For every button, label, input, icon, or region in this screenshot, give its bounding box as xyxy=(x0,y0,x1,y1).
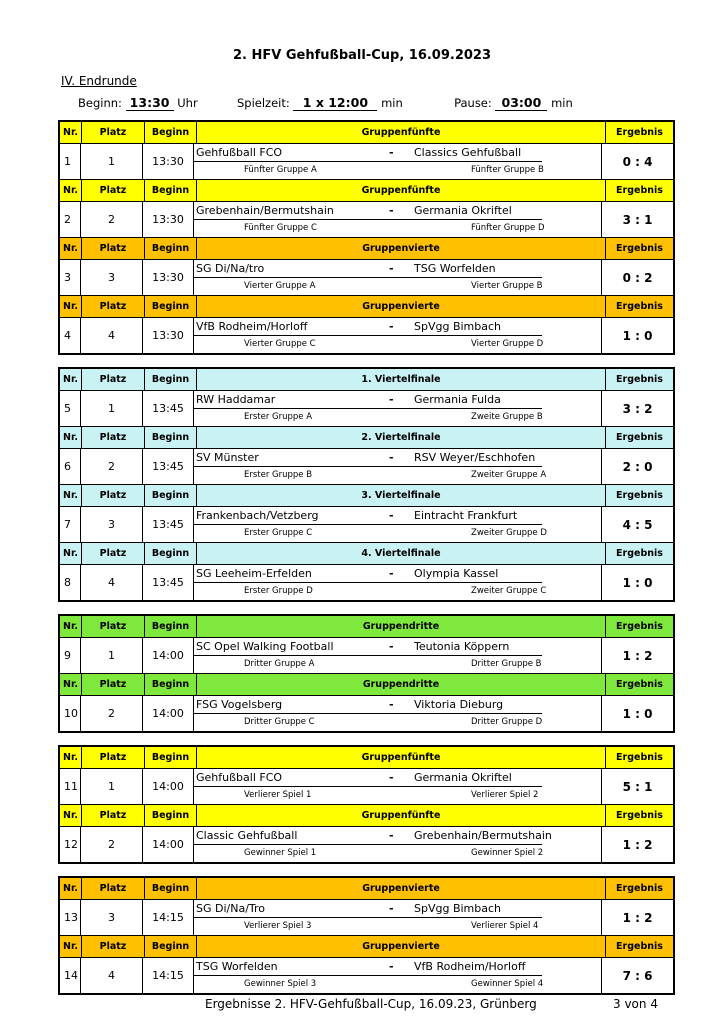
header-nr: Nr. xyxy=(60,427,82,448)
header-platz: Platz xyxy=(82,674,145,695)
match-row xyxy=(60,696,673,731)
header-ergebnis: Ergebnis xyxy=(606,427,673,448)
header-beginn: Beginn xyxy=(145,936,197,957)
header-platz: Platz xyxy=(82,485,145,506)
settings-line xyxy=(78,95,573,111)
home-qualifier: Fünfter Gruppe A xyxy=(244,165,317,175)
footer-text: Ergebnisse 2. HFV-Gehfußball-Cup, 16.09.23, Grünberg xyxy=(205,997,537,1011)
header-platz: Platz xyxy=(82,936,145,957)
away-qualifier: Vierter Gruppe D xyxy=(471,339,544,349)
match-header xyxy=(60,180,673,202)
match-result: 1 : 0 xyxy=(622,706,653,721)
match-header xyxy=(60,427,673,449)
page-title: 2. HFV Gehfußball-Cup, 16.09.2023 xyxy=(232,48,492,63)
header-beginn: Beginn xyxy=(145,369,197,390)
home-team: Classic Gehfußball xyxy=(196,829,298,842)
team-underline xyxy=(194,408,542,409)
team-underline xyxy=(194,975,542,976)
header-platz: Platz xyxy=(82,180,145,201)
versus-dash: - xyxy=(389,509,394,522)
match-row xyxy=(60,827,673,862)
match-header xyxy=(60,122,673,144)
match-result: 1 : 0 xyxy=(622,575,653,590)
match-header xyxy=(60,805,673,827)
header-round-title: 3. Viertelfinale xyxy=(197,485,606,506)
home-qualifier: Verlierer Spiel 3 xyxy=(244,921,312,931)
header-beginn: Beginn xyxy=(145,805,197,826)
away-qualifier: Verlierer Spiel 2 xyxy=(471,790,539,800)
field-number: 2 xyxy=(81,827,143,862)
versus-dash: - xyxy=(389,771,394,784)
header-platz: Platz xyxy=(82,427,145,448)
home-team: FSG Vogelsberg xyxy=(196,698,283,711)
match-number: 7 xyxy=(60,507,81,542)
field-number: 2 xyxy=(81,202,143,237)
header-nr: Nr. xyxy=(60,485,82,506)
header-ergebnis: Ergebnis xyxy=(606,180,673,201)
home-qualifier: Verlierer Spiel 1 xyxy=(244,790,312,800)
match-row xyxy=(60,638,673,674)
away-team: Germania Fulda xyxy=(414,393,501,406)
match-row xyxy=(60,958,673,993)
playtime-unit: min xyxy=(381,96,403,110)
home-qualifier: Gewinner Spiel 3 xyxy=(244,979,317,989)
match-row xyxy=(60,769,673,805)
versus-dash: - xyxy=(389,204,394,217)
page-number: 3 von 4 xyxy=(613,997,658,1011)
away-qualifier: Zweiter Gruppe C xyxy=(471,586,547,596)
header-ergebnis: Ergebnis xyxy=(606,238,673,259)
header-ergebnis: Ergebnis xyxy=(606,747,673,768)
away-qualifier: Dritter Gruppe D xyxy=(471,717,543,727)
match-result: 3 : 2 xyxy=(622,401,653,416)
match-result: 5 : 1 xyxy=(622,779,653,794)
match-result: 0 : 4 xyxy=(622,154,653,169)
field-number: 1 xyxy=(81,391,143,426)
team-underline xyxy=(194,844,542,845)
match-header xyxy=(60,296,673,318)
header-ergebnis: Ergebnis xyxy=(606,485,673,506)
header-nr: Nr. xyxy=(60,616,82,637)
home-qualifier: Erster Gruppe C xyxy=(244,528,313,538)
start-time: 13:30 xyxy=(143,260,194,295)
match-block xyxy=(58,120,675,355)
match-header xyxy=(60,936,673,958)
header-round-title: Gruppenvierte xyxy=(197,878,606,899)
home-qualifier: Fünfter Gruppe C xyxy=(244,223,317,233)
header-round-title: 1. Viertelfinale xyxy=(197,369,606,390)
home-qualifier: Vierter Gruppe A xyxy=(244,281,316,291)
match-number: 1 xyxy=(60,144,81,179)
start-time: 14:15 xyxy=(143,900,194,935)
start-time: 14:00 xyxy=(143,638,194,673)
home-qualifier: Dritter Gruppe C xyxy=(244,717,315,727)
header-nr: Nr. xyxy=(60,122,82,143)
field-number: 1 xyxy=(81,638,143,673)
match-teams xyxy=(194,449,602,484)
header-nr: Nr. xyxy=(60,238,82,259)
match-header xyxy=(60,878,673,900)
header-platz: Platz xyxy=(82,616,145,637)
versus-dash: - xyxy=(389,146,394,159)
match-number: 14 xyxy=(60,958,81,993)
header-round-title: Gruppendritte xyxy=(197,616,606,637)
header-nr: Nr. xyxy=(60,878,82,899)
away-team: Teutonia Köppern xyxy=(414,640,510,653)
header-ergebnis: Ergebnis xyxy=(606,805,673,826)
start-time: 14:00 xyxy=(143,827,194,862)
field-number: 4 xyxy=(81,318,143,353)
away-qualifier: Dritter Gruppe B xyxy=(471,659,542,669)
team-underline xyxy=(194,582,542,583)
header-beginn: Beginn xyxy=(145,543,197,564)
match-header xyxy=(60,369,673,391)
header-nr: Nr. xyxy=(60,369,82,390)
header-beginn: Beginn xyxy=(145,296,197,317)
home-team: SG Di/Na/Tro xyxy=(196,902,266,915)
team-underline xyxy=(194,161,542,162)
round-label: IV. Endrunde xyxy=(61,74,137,88)
header-platz: Platz xyxy=(82,805,145,826)
header-round-title: Gruppenfünfte xyxy=(197,180,606,201)
match-header xyxy=(60,747,673,769)
versus-dash: - xyxy=(389,320,394,333)
header-nr: Nr. xyxy=(60,936,82,957)
pause-label: Pause: xyxy=(454,96,492,110)
match-header xyxy=(60,485,673,507)
header-beginn: Beginn xyxy=(145,674,197,695)
home-team: TSG Worfelden xyxy=(196,960,278,973)
start-label: Beginn: xyxy=(78,96,122,110)
match-row xyxy=(60,144,673,180)
away-qualifier: Gewinner Spiel 4 xyxy=(471,979,544,989)
match-teams xyxy=(194,318,602,353)
home-team: VfB Rodheim/Horloff xyxy=(196,320,308,333)
home-qualifier: Erster Gruppe D xyxy=(244,586,313,596)
home-qualifier: Gewinner Spiel 1 xyxy=(244,848,317,858)
match-row xyxy=(60,391,673,427)
match-header xyxy=(60,543,673,565)
match-header xyxy=(60,616,673,638)
start-time: 13:45 xyxy=(143,565,194,600)
match-row xyxy=(60,260,673,296)
header-nr: Nr. xyxy=(60,747,82,768)
away-qualifier: Fünfter Gruppe D xyxy=(471,223,545,233)
away-qualifier: Verlierer Spiel 4 xyxy=(471,921,539,931)
match-result: 3 : 1 xyxy=(622,212,653,227)
header-beginn: Beginn xyxy=(145,878,197,899)
away-qualifier: Gewinner Spiel 2 xyxy=(471,848,544,858)
match-number: 10 xyxy=(60,696,81,731)
match-header xyxy=(60,674,673,696)
home-team: RW Haddamar xyxy=(196,393,276,406)
match-number: 13 xyxy=(60,900,81,935)
header-round-title: Gruppenfünfte xyxy=(197,122,606,143)
start-time: 14:00 xyxy=(143,696,194,731)
start-time: 13:30 xyxy=(143,318,194,353)
versus-dash: - xyxy=(389,829,394,842)
home-team: SG Di/Na/tro xyxy=(196,262,265,275)
away-qualifier: Vierter Gruppe B xyxy=(471,281,543,291)
field-number: 3 xyxy=(81,900,143,935)
field-number: 1 xyxy=(81,144,143,179)
away-team: Germania Okriftel xyxy=(414,771,512,784)
away-qualifier: Zweiter Gruppe D xyxy=(471,528,547,538)
versus-dash: - xyxy=(389,640,394,653)
header-round-title: 2. Viertelfinale xyxy=(197,427,606,448)
header-ergebnis: Ergebnis xyxy=(606,122,673,143)
match-number: 4 xyxy=(60,318,81,353)
field-number: 1 xyxy=(81,769,143,804)
match-block xyxy=(58,876,675,995)
header-platz: Platz xyxy=(82,543,145,564)
away-team: TSG Worfelden xyxy=(414,262,496,275)
header-beginn: Beginn xyxy=(145,747,197,768)
away-qualifier: Fünfter Gruppe B xyxy=(471,165,544,175)
header-round-title: Gruppenfünfte xyxy=(197,805,606,826)
team-underline xyxy=(194,713,542,714)
field-number: 4 xyxy=(81,565,143,600)
away-team: SpVgg Bimbach xyxy=(414,902,502,915)
match-result: 7 : 6 xyxy=(622,968,653,983)
header-round-title: Gruppenfünfte xyxy=(197,747,606,768)
match-teams xyxy=(194,827,602,862)
match-teams xyxy=(194,391,602,426)
header-nr: Nr. xyxy=(60,543,82,564)
pause-unit: min xyxy=(551,96,573,110)
away-team: Grebenhain/Bermutshain xyxy=(414,829,552,842)
start-time: 13:45 xyxy=(143,507,194,542)
match-number: 8 xyxy=(60,565,81,600)
playtime-value: 1 x 12:00 xyxy=(293,95,377,111)
match-result: 1 : 2 xyxy=(622,648,653,663)
team-underline xyxy=(194,524,542,525)
versus-dash: - xyxy=(389,960,394,973)
header-round-title: Gruppenvierte xyxy=(197,238,606,259)
header-beginn: Beginn xyxy=(145,616,197,637)
match-row xyxy=(60,318,673,353)
header-platz: Platz xyxy=(82,296,145,317)
start-time: 14:15 xyxy=(143,958,194,993)
field-number: 2 xyxy=(81,449,143,484)
header-ergebnis: Ergebnis xyxy=(606,543,673,564)
match-row xyxy=(60,202,673,238)
home-team: SV Münster xyxy=(196,451,259,464)
field-number: 3 xyxy=(81,507,143,542)
start-time: 13:30 xyxy=(143,202,194,237)
header-ergebnis: Ergebnis xyxy=(606,616,673,637)
home-team: Frankenbach/Vetzberg xyxy=(196,509,319,522)
team-underline xyxy=(194,786,542,787)
away-qualifier: Zweite Gruppe B xyxy=(471,412,543,422)
home-team: Grebenhain/Bermutshain xyxy=(196,204,334,217)
away-team: Olympia Kassel xyxy=(414,567,499,580)
match-teams xyxy=(194,900,602,935)
header-round-title: Gruppendritte xyxy=(197,674,606,695)
match-number: 6 xyxy=(60,449,81,484)
header-beginn: Beginn xyxy=(145,122,197,143)
header-round-title: Gruppenvierte xyxy=(197,296,606,317)
playtime-label: Spielzeit: xyxy=(236,96,290,110)
home-qualifier: Vierter Gruppe C xyxy=(244,339,316,349)
home-team: Gehfußball FCO xyxy=(196,146,283,159)
match-row xyxy=(60,449,673,485)
match-schedule xyxy=(58,120,675,1007)
header-platz: Platz xyxy=(82,878,145,899)
match-teams xyxy=(194,507,602,542)
home-qualifier: Erster Gruppe A xyxy=(244,412,313,422)
home-team: SG Leeheim-Erfelden xyxy=(196,567,312,580)
start-value: 13:30 xyxy=(126,95,174,111)
start-time: 13:45 xyxy=(143,449,194,484)
header-nr: Nr. xyxy=(60,805,82,826)
header-ergebnis: Ergebnis xyxy=(606,369,673,390)
away-team: Eintracht Frankfurt xyxy=(414,509,518,522)
header-round-title: Gruppenvierte xyxy=(197,936,606,957)
away-team: VfB Rodheim/Horloff xyxy=(414,960,526,973)
team-underline xyxy=(194,335,542,336)
home-team: Gehfußball FCO xyxy=(196,771,283,784)
versus-dash: - xyxy=(389,262,394,275)
match-result: 2 : 0 xyxy=(622,459,653,474)
match-result: 1 : 2 xyxy=(622,837,653,852)
match-block xyxy=(58,614,675,733)
team-underline xyxy=(194,466,542,467)
match-number: 9 xyxy=(60,638,81,673)
pause-value: 03:00 xyxy=(495,95,547,111)
away-team: Viktoria Dieburg xyxy=(414,698,504,711)
versus-dash: - xyxy=(389,567,394,580)
versus-dash: - xyxy=(389,902,394,915)
versus-dash: - xyxy=(389,451,394,464)
field-number: 3 xyxy=(81,260,143,295)
team-underline xyxy=(194,917,542,918)
match-result: 1 : 0 xyxy=(622,328,653,343)
header-ergebnis: Ergebnis xyxy=(606,296,673,317)
header-beginn: Beginn xyxy=(145,427,197,448)
home-qualifier: Erster Gruppe B xyxy=(244,470,313,480)
field-number: 2 xyxy=(81,696,143,731)
match-teams xyxy=(194,144,602,179)
match-header xyxy=(60,238,673,260)
match-result: 1 : 2 xyxy=(622,910,653,925)
away-team: RSV Weyer/Eschhofen xyxy=(414,451,536,464)
away-qualifier: Zweiter Gruppe A xyxy=(471,470,547,480)
header-beginn: Beginn xyxy=(145,485,197,506)
start-time: 13:30 xyxy=(143,144,194,179)
header-platz: Platz xyxy=(82,238,145,259)
match-number: 3 xyxy=(60,260,81,295)
header-platz: Platz xyxy=(82,747,145,768)
header-beginn: Beginn xyxy=(145,180,197,201)
start-time: 14:00 xyxy=(143,769,194,804)
match-number: 12 xyxy=(60,827,81,862)
match-block xyxy=(58,745,675,864)
away-team: Classics Gehfußball xyxy=(414,146,522,159)
match-result: 4 : 5 xyxy=(622,517,653,532)
header-nr: Nr. xyxy=(60,180,82,201)
team-underline xyxy=(194,219,542,220)
header-ergebnis: Ergebnis xyxy=(606,936,673,957)
match-number: 2 xyxy=(60,202,81,237)
away-team: Germania Okriftel xyxy=(414,204,512,217)
match-row xyxy=(60,507,673,543)
header-round-title: 4. Viertelfinale xyxy=(197,543,606,564)
versus-dash: - xyxy=(389,698,394,711)
match-row xyxy=(60,900,673,936)
match-row xyxy=(60,565,673,600)
match-number: 5 xyxy=(60,391,81,426)
header-ergebnis: Ergebnis xyxy=(606,674,673,695)
versus-dash: - xyxy=(389,393,394,406)
team-underline xyxy=(194,277,542,278)
match-teams xyxy=(194,565,602,600)
match-number: 11 xyxy=(60,769,81,804)
header-platz: Platz xyxy=(82,122,145,143)
header-beginn: Beginn xyxy=(145,238,197,259)
header-ergebnis: Ergebnis xyxy=(606,878,673,899)
away-team: SpVgg Bimbach xyxy=(414,320,502,333)
match-teams xyxy=(194,638,602,673)
match-block xyxy=(58,367,675,602)
start-unit: Uhr xyxy=(177,96,198,110)
team-underline xyxy=(194,655,542,656)
header-platz: Platz xyxy=(82,369,145,390)
match-teams xyxy=(194,958,602,993)
match-teams xyxy=(194,260,602,295)
start-time: 13:45 xyxy=(143,391,194,426)
field-number: 4 xyxy=(81,958,143,993)
match-teams xyxy=(194,769,602,804)
match-teams xyxy=(194,696,602,731)
match-result: 0 : 2 xyxy=(622,270,653,285)
home-team: SC Opel Walking Football xyxy=(196,640,334,653)
match-teams xyxy=(194,202,602,237)
home-qualifier: Dritter Gruppe A xyxy=(244,659,315,669)
header-nr: Nr. xyxy=(60,296,82,317)
header-nr: Nr. xyxy=(60,674,82,695)
